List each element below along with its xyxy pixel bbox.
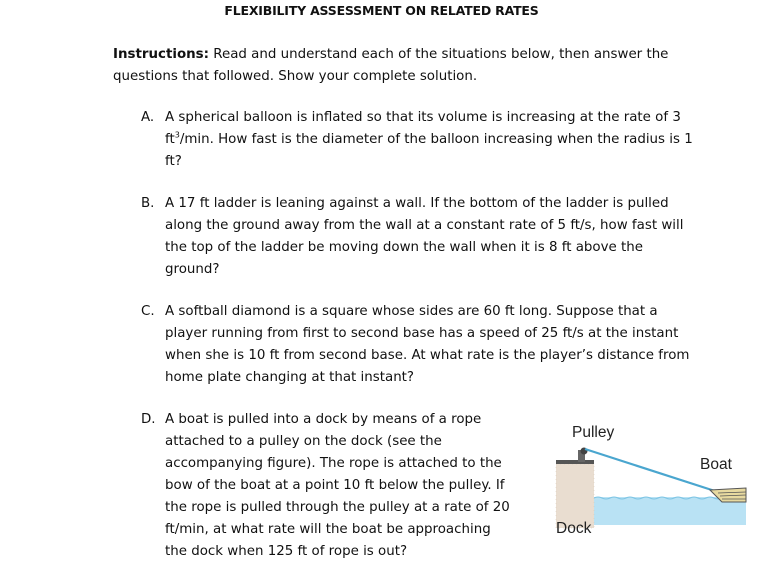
problem-d bbox=[141, 409, 516, 563]
problem-text: A boat is pulled into a dock by means of a rope attached to a pulley on the dock (see the accompanying figure). The rope is attached to the bow of the boat at a point 10 ft below the pulley. If the rope is pulled through the pulley at a rate of 20 ft/min, at what rate will the boat be approaching the dock when 125 ft of rope is out? bbox=[165, 412, 510, 559]
problem-text-part: /min. How fast is the diameter of the balloon increasing when the radius is 1 ft? bbox=[165, 132, 693, 169]
instructions bbox=[113, 44, 723, 88]
problem-letter: A. bbox=[141, 110, 155, 125]
problem-letter: B. bbox=[141, 196, 155, 211]
problem-text: A softball diamond is a square whose sides are 60 ft long. Suppose that a player running from first to second base has a speed of 25 ft/s at the instant when she is 10 ft from second base. At what rate is the player’s distance from home plate changing at that instant? bbox=[165, 304, 690, 385]
problem-text-part: A spherical balloon is inflated so that its volume is increasing at the rate of 3 ft bbox=[165, 110, 681, 147]
problem-c bbox=[141, 301, 701, 389]
problem-text bbox=[165, 107, 701, 173]
problem-text: A 17 ft ladder is leaning against a wall. If the bottom of the ladder is pulled along the ground away from the wall at a constant rate of 5 ft/s, how fast will the top of the ladder be moving down the wall when it is 8 ft above the ground? bbox=[165, 196, 684, 277]
problem-letter: D. bbox=[141, 412, 156, 427]
dock-label: Dock bbox=[556, 520, 592, 537]
dock bbox=[556, 464, 594, 528]
pulley-boat-figure bbox=[550, 420, 750, 550]
instructions-text: Read and understand each of the situations below, then answer the questions that followed. Show your complete solution. bbox=[113, 47, 669, 84]
instructions-label: Instructions: bbox=[113, 47, 210, 62]
boat-label: Boat bbox=[700, 456, 732, 473]
pulley-label: Pulley bbox=[572, 424, 615, 441]
problem-b bbox=[141, 193, 701, 281]
rope bbox=[585, 449, 718, 492]
problem-letter: C. bbox=[141, 304, 155, 319]
superscript: 3 bbox=[174, 130, 180, 140]
problem-a bbox=[141, 107, 701, 173]
dock-top bbox=[556, 460, 594, 464]
page-title: FLEXIBILITY ASSESSMENT ON RELATED RATES bbox=[224, 3, 539, 18]
